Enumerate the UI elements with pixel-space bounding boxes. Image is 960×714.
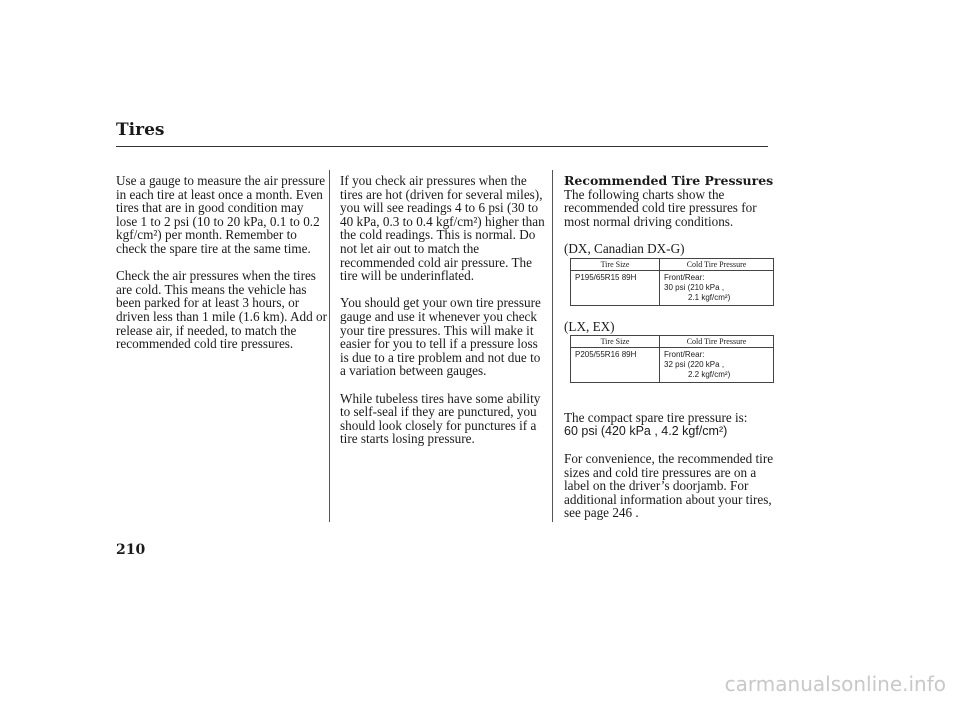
model-label: (LX, EX): [564, 318, 615, 334]
paragraph: You should get your own tire pressure gauge and use it whenever you check your tire pressures. This will make it easier for you to tell if a pressure loss is due to a tire problem and not due to a variation between gauges.: [340, 295, 541, 379]
pressure-label: Front/Rear:: [664, 350, 705, 360]
table-header-size: Tire Size: [571, 258, 660, 270]
convenience-paragraph: For convenience, the recommended tire sizes and cold tire pressures are on a label on the driver’s doorjamb. For additional information about your tires, see page 246 .: [564, 450, 774, 521]
column-divider: [552, 170, 553, 522]
tire-size-cell: P205/55R16 89H: [571, 348, 660, 383]
title-rule: [116, 146, 768, 147]
column-divider: [329, 170, 330, 522]
table-header-pressure: Cold Tire Pressure: [660, 258, 774, 270]
pressure-line: 30 psi (210 kPa ,: [664, 282, 725, 292]
tire-pressure-table: [570, 335, 774, 383]
column-3: [564, 174, 774, 534]
spare-text: The compact spare tire pressure is:: [564, 410, 748, 426]
watermark: carmanualsonline.info: [724, 672, 946, 696]
tire-pressure-table: [570, 258, 774, 306]
tire-size-cell: P195/65R15 89H: [571, 270, 660, 305]
paragraph: Check the air pressures when the tires are cold. This means the vehicle has been parked for at least 3 hours, or driven less than 1 mile (1.6 km). Add or release air, if needed, to match the recommended cold tire pressures.: [116, 268, 327, 352]
pressure-label: Front/Rear:: [664, 272, 705, 282]
model-label: (DX, Canadian DX-G): [564, 240, 685, 256]
spare-paragraph: [564, 411, 774, 438]
paragraph: If you check air pressures when the tires are hot (driven for several miles), you will see readings 4 to 6 psi (30 to 40 kPa, 0.3 to 0.4 kgf/cm²) higher than the cold readings. This is normal. Do not let air out to match the recommended cold air pressure. The tire will be underinflated.: [340, 173, 545, 284]
paragraph: Use a gauge to measure the air pressure in each tire at least once a month. Even tires that are in good condition may lose 1 to 2 psi (10 to 20 kPa, 0.1 to 0.2 kgf/cm²) per month. Remember to check the spare tire at the same time.: [116, 173, 326, 256]
page-title: Tires: [116, 120, 165, 140]
section-heading: Recommended Tire Pressures: [564, 173, 774, 188]
column-2: [340, 174, 546, 459]
page-number: 210: [116, 542, 146, 558]
pressure-line: 32 psi (220 kPa ,: [664, 360, 725, 370]
table-header-size: Tire Size: [571, 336, 660, 348]
table-row: [571, 270, 774, 305]
intro-paragraph: The following charts show the recommended cold tire pressures for most normal driving conditions.: [564, 186, 757, 229]
pressure-cell: [660, 270, 774, 305]
pressure-line: 2.1 kgf/cm²): [688, 292, 731, 302]
column-1: [116, 174, 328, 364]
paragraph: While tubeless tires have some ability to self-seal if they are punctured, you should look closely for punctures if a tire starts losing pressure.: [340, 390, 541, 447]
pressure-cell: [660, 348, 774, 383]
pressure-line: 2.2 kgf/cm²): [688, 370, 731, 380]
table-row: [571, 348, 774, 383]
spare-pressure-value: 60 psi (420 kPa , 4.2 kgf/cm²): [564, 423, 728, 438]
table-header-pressure: Cold Tire Pressure: [660, 336, 774, 348]
